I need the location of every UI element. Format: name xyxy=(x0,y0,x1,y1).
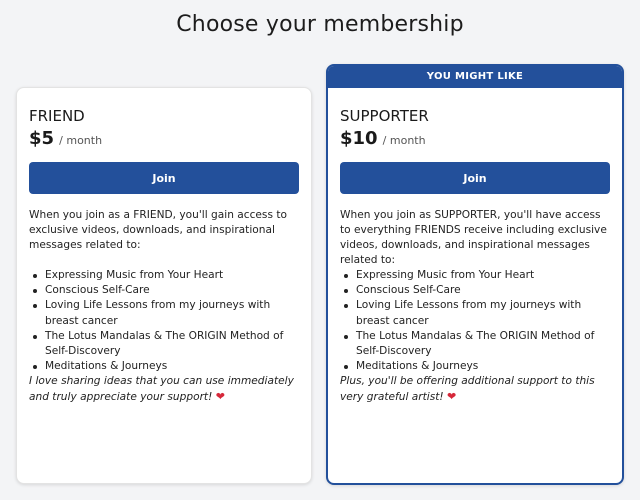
closing-text: I love sharing ideas that you can use immediately and truly appreciate your support! xyxy=(29,375,294,404)
tier-price: $5 xyxy=(29,128,55,149)
benefit-item: Expressing Music from Your Heart xyxy=(340,268,610,283)
price-row xyxy=(29,128,299,152)
join-friend-button[interactable]: Join xyxy=(29,162,299,194)
benefit-list xyxy=(29,268,299,374)
closing-text: Plus, you'll be offering additional support to this very grateful artist! xyxy=(340,375,595,404)
tier-description: When you join as a FRIEND, you'll gain access to exclusive videos, downloads, and inspirational messages related to: xyxy=(29,209,287,251)
membership-card-supporter xyxy=(326,64,624,485)
benefit-item: The Lotus Mandalas & The ORIGIN Method of Self-Discovery xyxy=(29,329,299,359)
page-title: Choose your membership xyxy=(176,12,464,37)
tier-period: / month xyxy=(382,134,426,147)
benefit-item: Conscious Self-Care xyxy=(340,283,610,298)
recommended-banner: YOU MIGHT LIKE xyxy=(328,66,622,88)
heart-icon: ❤ xyxy=(215,390,225,404)
join-supporter-button[interactable]: Join xyxy=(340,162,610,194)
benefit-list xyxy=(340,268,610,374)
benefit-item: Expressing Music from Your Heart xyxy=(29,268,299,283)
tier-name: FRIEND xyxy=(29,107,85,125)
benefit-item: Loving Life Lessons from my journeys with breast cancer xyxy=(29,298,299,328)
benefit-item: Meditations & Journeys xyxy=(29,359,299,374)
benefit-item: The Lotus Mandalas & The ORIGIN Method of Self-Discovery xyxy=(340,329,610,359)
benefit-item: Conscious Self-Care xyxy=(29,283,299,298)
tier-description: When you join as SUPPORTER, you'll have access to everything FRIENDS receive including exclusive videos, downloads, and inspirational messages related to: xyxy=(340,209,607,266)
closing-message xyxy=(340,374,610,405)
heart-icon: ❤ xyxy=(447,390,457,404)
tier-period: / month xyxy=(59,134,103,147)
closing-message xyxy=(29,374,299,405)
benefit-item: Meditations & Journeys xyxy=(340,359,610,374)
benefit-item: Loving Life Lessons from my journeys with breast cancer xyxy=(340,298,610,328)
tier-name: SUPPORTER xyxy=(340,107,429,125)
price-row xyxy=(340,128,610,152)
tier-price: $10 xyxy=(340,128,378,149)
membership-card-friend xyxy=(16,87,312,484)
